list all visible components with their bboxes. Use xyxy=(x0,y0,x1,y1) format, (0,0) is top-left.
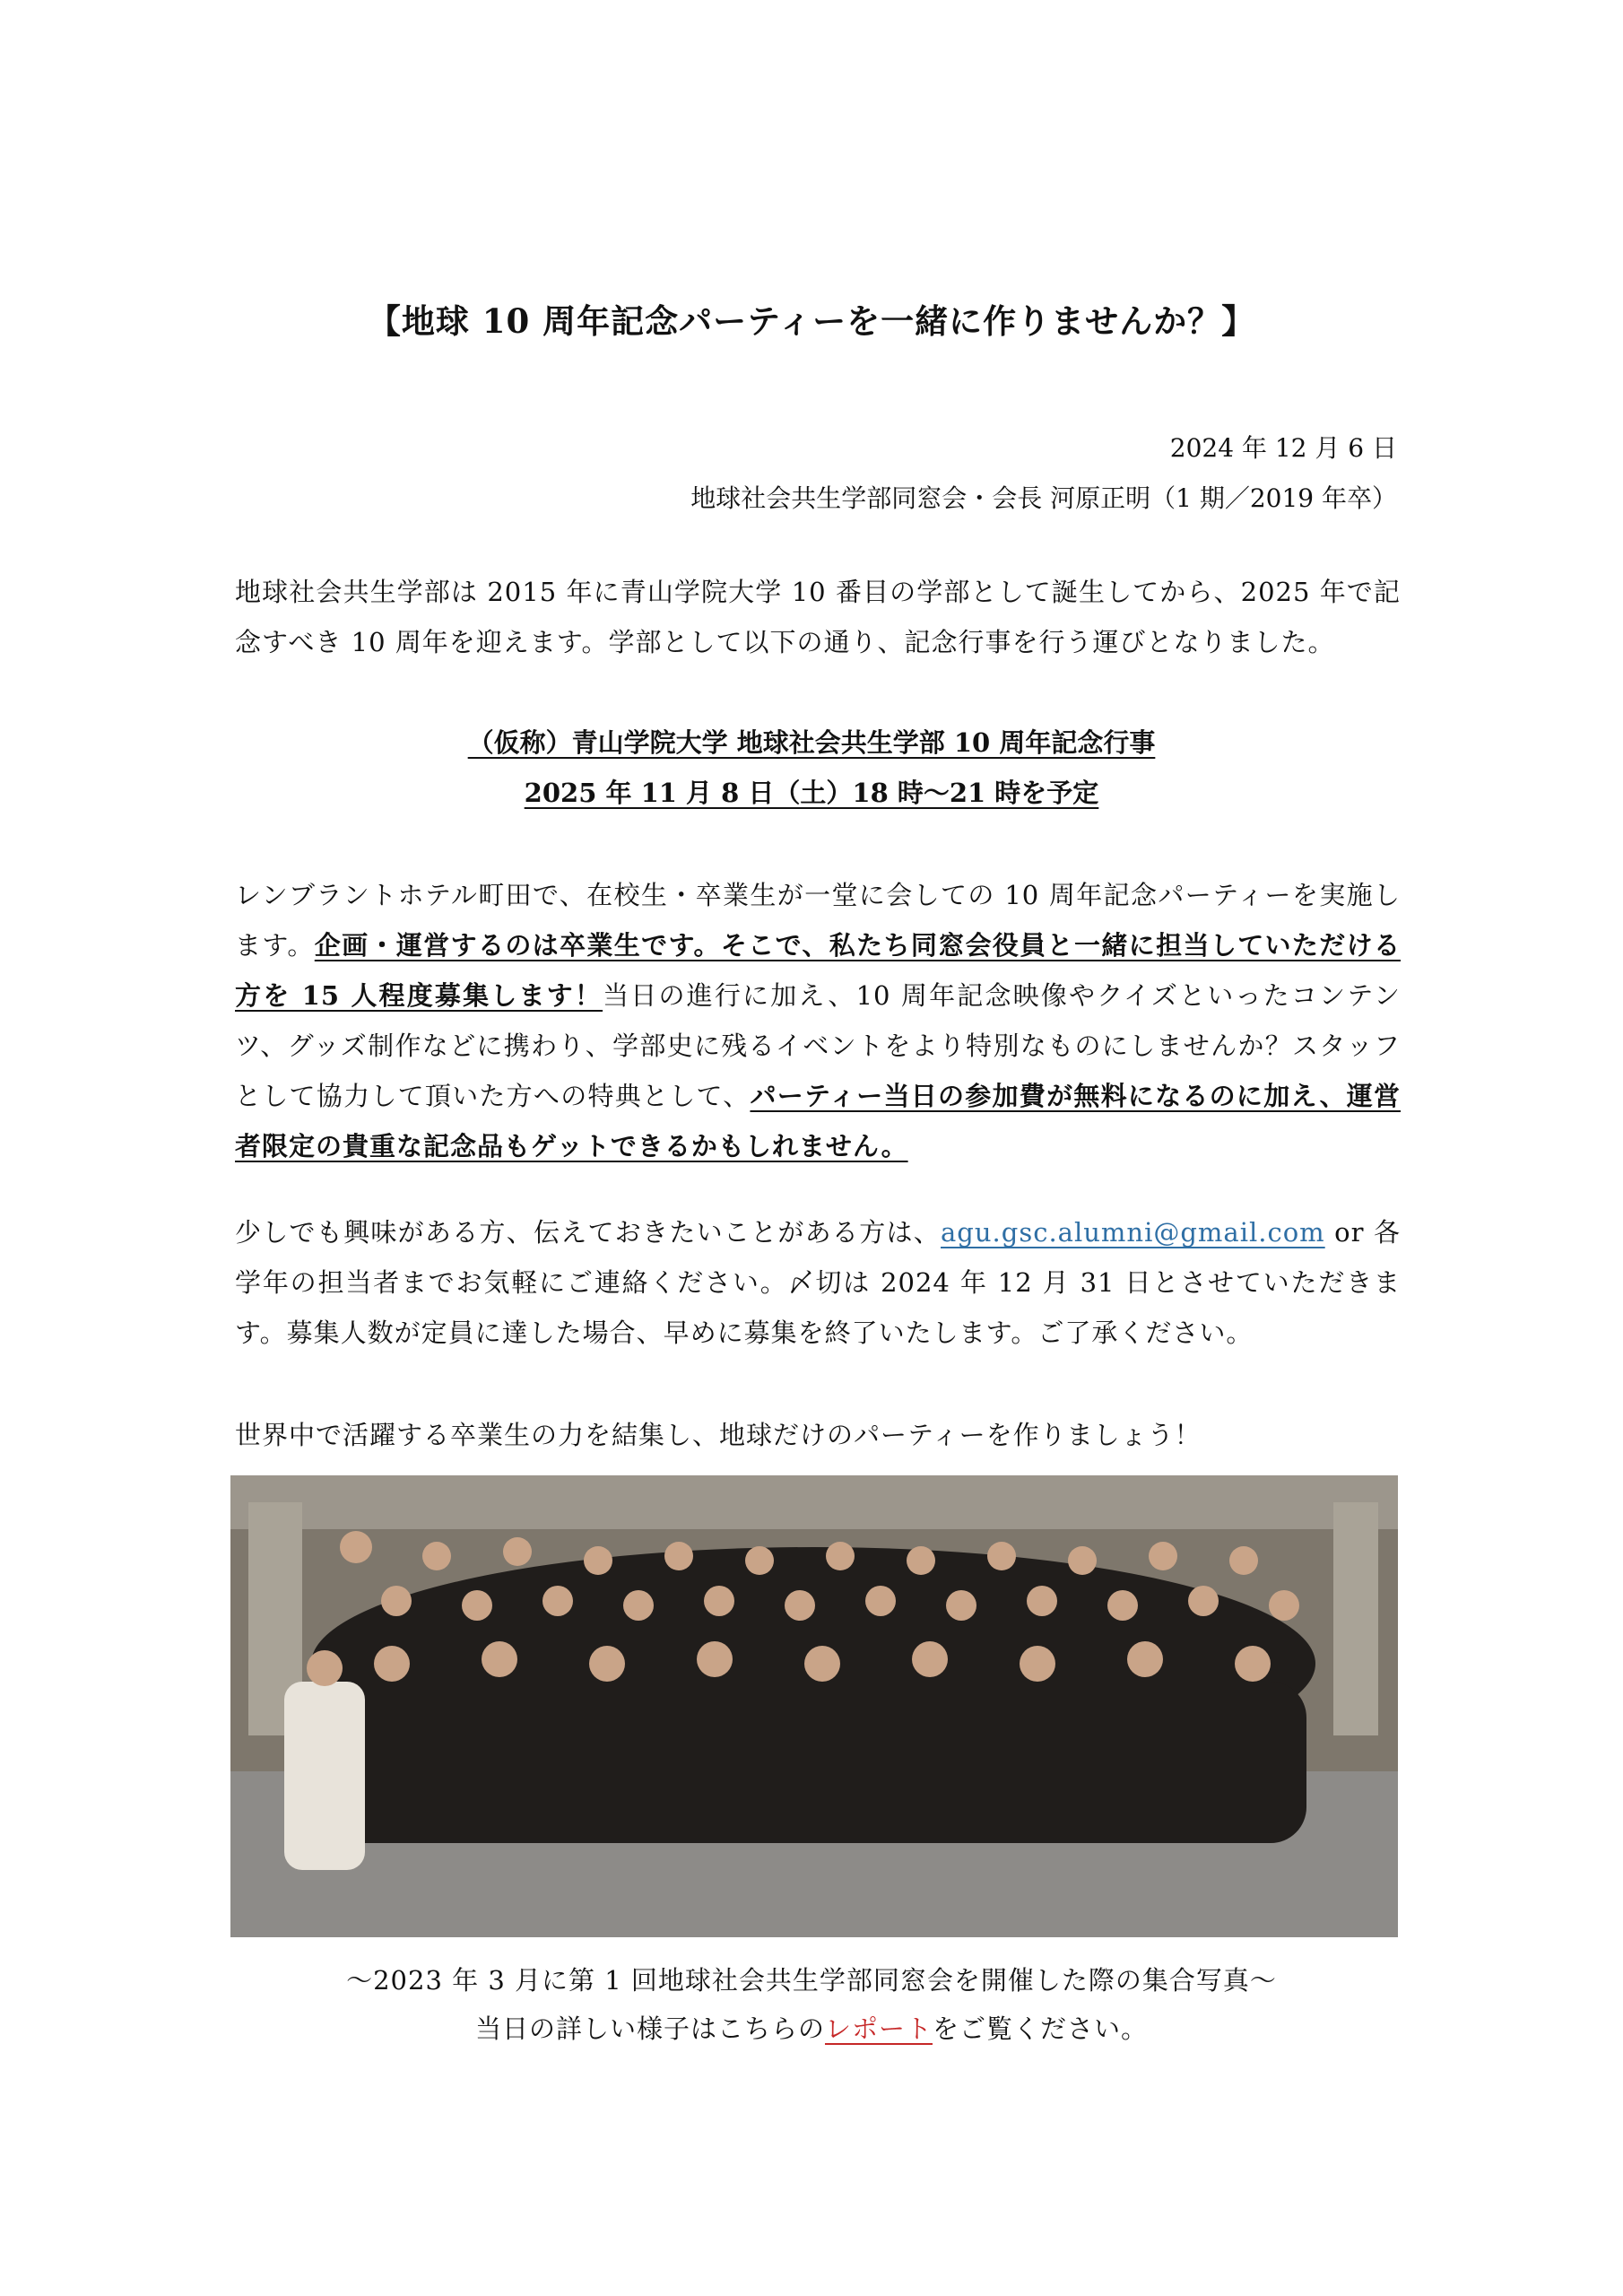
group-photo-illustration xyxy=(230,1475,1398,1937)
contact-paragraph xyxy=(235,1207,1401,1358)
event-datetime-text: 2025 年 11 月 8 日（土）18 時〜21 時を予定 xyxy=(524,778,1099,808)
event-name xyxy=(0,723,1623,760)
details-paragraph xyxy=(235,870,1401,1171)
details-text-c: 当日の進行に加え、10 周年記念映像やクイズといったコンテンツ、グッズ制作などに携わり、学部史に残るイベントをより特別なものにしませんか？スタッフとして協力して頂いた方への特典として、 xyxy=(235,980,1401,1111)
recruit-highlight: 企画・運営するのは卒業生です。そこで、私たち同窓会役員と一緒に担当していただける方を 15 人程度募集します！ xyxy=(235,930,1402,1011)
report-link[interactable]: レポート xyxy=(824,2013,933,2044)
report-line-a: 当日の詳しい様子はこちらの xyxy=(474,2013,825,2044)
event-datetime xyxy=(0,773,1623,810)
benefit-highlight: パーティー当日の参加費が無料になるのに加え、運営者限定の貴重な記念品もゲットできるかもしれません。 xyxy=(235,1081,1401,1161)
event-name-text: （仮称）青山学院大学 地球社会共生学部 10 周年記念行事 xyxy=(467,727,1156,758)
intro-paragraph: 地球社会共生学部は 2015 年に青山学院大学 10 番目の学部として誕生してから、2025 年で記念すべき 10 周年を迎えます。学部として以下の通り、記念行事を行う運びとなりました。 xyxy=(235,577,1401,657)
group-photo xyxy=(230,1475,1398,1937)
details-text-a: レンブラントホテル町田で、在校生・卒業生が一堂に会しての 10 周年記念パーティーを実施します。 xyxy=(235,880,1401,961)
page-title: 【地球 10 周年記念パーティーを一緒に作りませんか？】 xyxy=(367,301,1256,341)
contact-text-b: or 各学年の担当者までお気軽にご連絡ください。〆切は 2024 年 12 月 31 日とさせていただきます。募集人数が定員に達した場合、早めに募集を終了いたします。ご了承ください。 xyxy=(235,1217,1401,1348)
contact-text-a: 少しでも興味がある方、伝えておきたいことがある方は、 xyxy=(235,1217,942,1248)
photo-caption: 〜2023 年 3 月に第 1 回地球社会共生学部同窓会を開催した際の集合写真〜 xyxy=(346,1965,1277,1996)
report-line xyxy=(0,2009,1623,2046)
author-line: 地球社会共生学部同窓会・会長 河原正明（1 期／2019 年卒） xyxy=(690,483,1397,513)
closing-line: 世界中で活躍する卒業生の力を結集し、地球だけのパーティーを作りましょう！ xyxy=(235,1420,1202,1450)
report-line-b: をご覧ください。 xyxy=(933,2013,1149,2044)
email-link[interactable]: agu.gsc.alumni@gmail.com xyxy=(941,1217,1325,1248)
document-date: 2024 年 12 月 6 日 xyxy=(1169,433,1397,463)
